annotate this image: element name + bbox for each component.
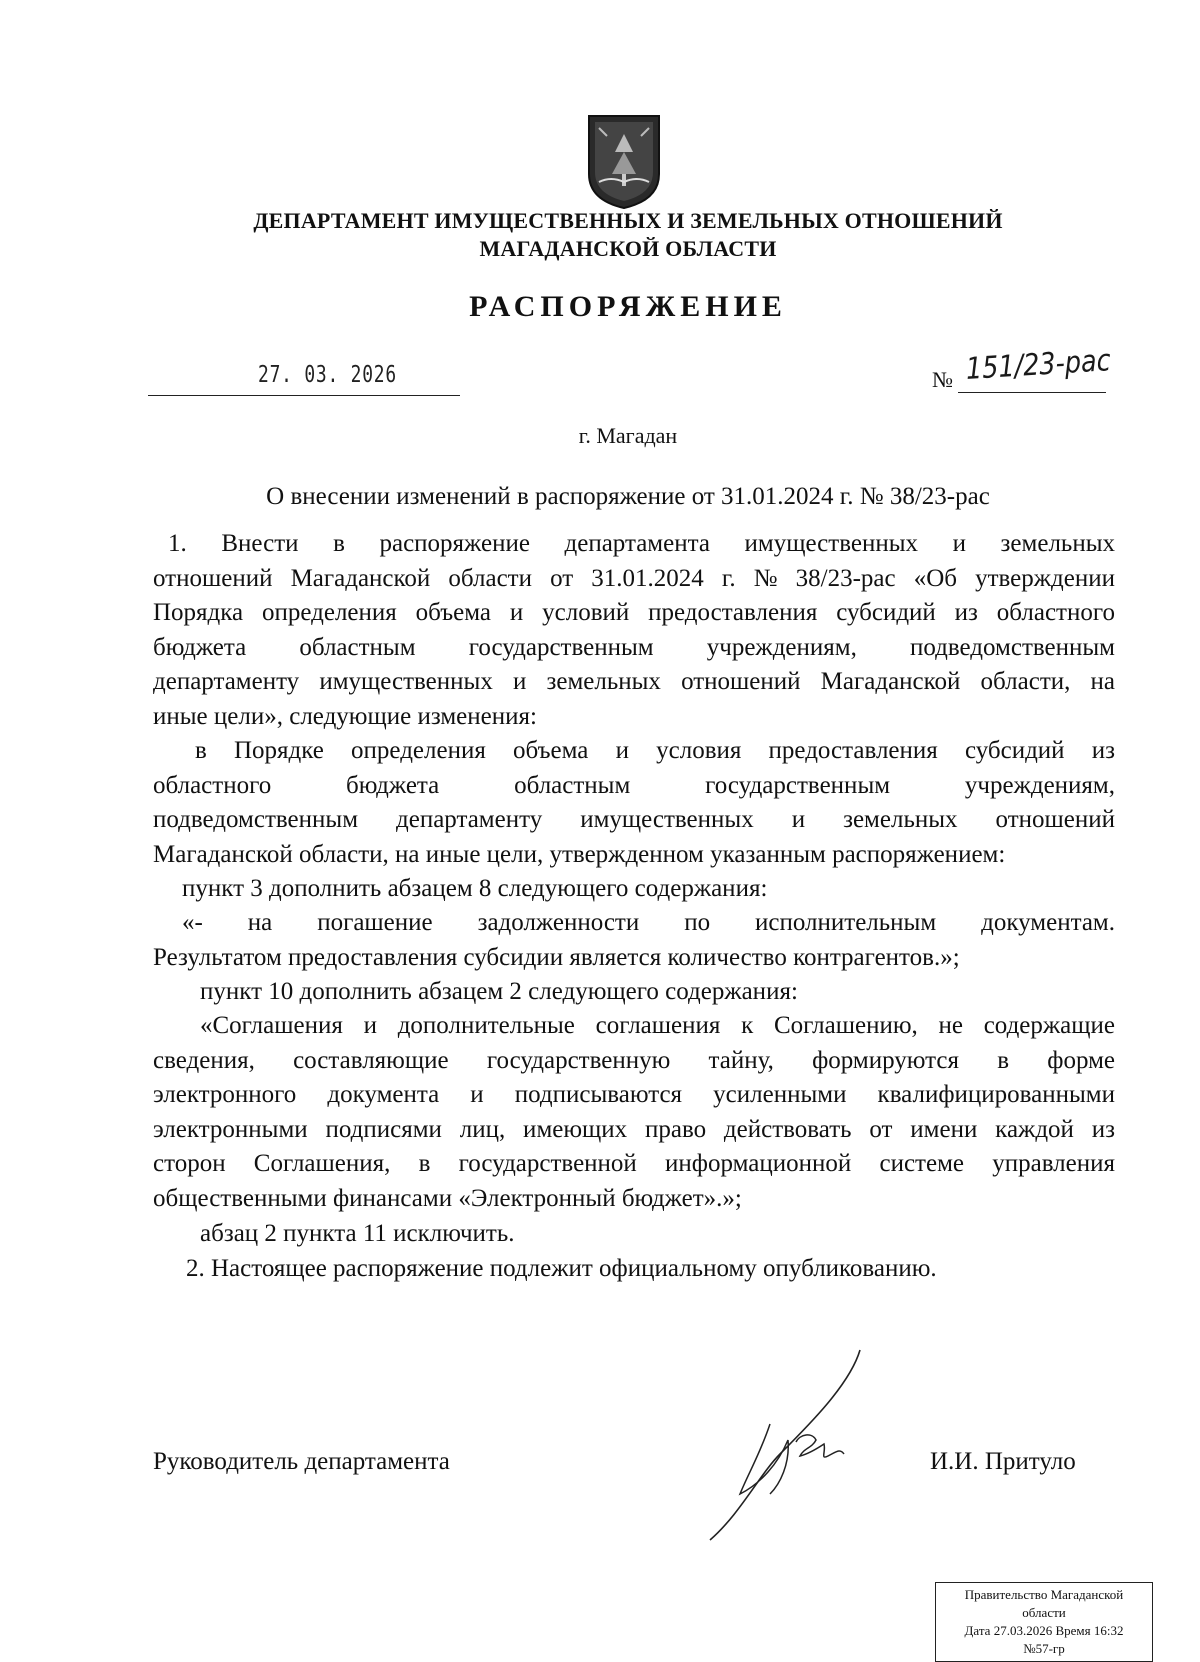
number-label: № [932, 367, 953, 392]
body-paragraph-line: Магаданской области, на иные цели, утвержденном указанным распоряжением: [153, 840, 1006, 868]
body-paragraph-line: электронного документа и подписываются усиленными квалифицированными [153, 1081, 1115, 1109]
body-paragraph-line: 2. Настоящее распоряжение подлежит официальному опубликованию. [186, 1255, 937, 1282]
body-paragraph-line: отношений Магаданской области от 31.01.2024 г. № 38/23-рас «Об утверждении [153, 564, 1115, 592]
body-paragraph-line: пункт 10 дополнить абзацем 2 следующего содержания: [200, 978, 798, 1005]
stamp-line-2: области [1022, 1605, 1066, 1620]
city-name: г. Магадан [578, 423, 678, 448]
document-type-title: РАСПОРЯЖЕНИЕ [469, 290, 787, 323]
stamp-line-1: Правительство Магаданской [964, 1587, 1124, 1602]
body-paragraph-line: «Соглашения и дополнительные соглашения к Соглашению, не содержащие [200, 1012, 1115, 1039]
signatory-position: Руководитель департамента [153, 1448, 450, 1475]
handwritten-date: 27. 03. 2026 [258, 362, 397, 388]
registration-stamp [935, 1582, 1153, 1662]
stamp-line-3: Дата 27.03.2026 Время 16:32 [964, 1623, 1124, 1638]
coat-of-arms-icon [585, 112, 663, 210]
department-name-line1: ДЕПАРТАМЕНТ ИМУЩЕСТВЕННЫХ И ЗЕМЕЛЬНЫХ ОТНОШЕНИЙ [253, 208, 1003, 233]
body-paragraph-line: департаменту имущественных и земельных отношений Магаданской области, на [153, 668, 1115, 696]
body-paragraph-line: общественными финансами «Электронный бюджет».»; [153, 1185, 742, 1212]
body-paragraph-line: областного бюджета областным государственным учреждениям, [153, 771, 1115, 799]
body-paragraph-line: 1. Внести в распоряжение департамента имущественных и земельных [168, 530, 1115, 557]
body-paragraph-line: в Порядке определения объема и условия предоставления субсидий из [195, 737, 1115, 764]
date-underline [148, 395, 460, 396]
body-paragraph-line: иные цели», следующие изменения: [153, 703, 537, 730]
body-paragraph-line: бюджета областным государственным учреждениям, подведомственным [153, 633, 1115, 661]
body-paragraph-line: абзац 2 пункта 11 исключить. [200, 1220, 515, 1247]
signatory-name: И.И. Притуло [930, 1448, 1076, 1475]
body-paragraph-line: сведения, составляющие государственную тайну, формируются в форме [153, 1046, 1115, 1074]
body-paragraph-line: электронными подписями лиц, имеющих право действовать от имени каждой из [153, 1115, 1115, 1143]
stamp-line-4: №57-гр [1023, 1641, 1065, 1656]
department-name-line2: МАГАДАНСКОЙ ОБЛАСТИ [479, 236, 777, 261]
handwritten-document-number: 151/23-рас [965, 343, 1112, 387]
document-subject: О внесении изменений в распоряжение от 31.01.2024 г. № 38/23-рас [266, 483, 990, 510]
body-paragraph-line: Результатом предоставления субсидии является количество контрагентов.»; [153, 943, 960, 971]
body-paragraph-line: подведомственным департаменту имущественных и земельных отношений [153, 806, 1115, 834]
number-underline [958, 392, 1106, 393]
body-paragraph-line: пункт 3 дополнить абзацем 8 следующего содержания: [182, 875, 768, 902]
body-paragraph-line: сторон Соглашения, в государственной информационной системе управления [153, 1150, 1115, 1178]
handwritten-signature [700, 1344, 890, 1544]
body-paragraph-line: Порядка определения объема и условий предоставления субсидий из областного [153, 599, 1115, 627]
body-paragraph-line: «- на погашение задолженности по исполнительным документам. [182, 909, 1115, 936]
